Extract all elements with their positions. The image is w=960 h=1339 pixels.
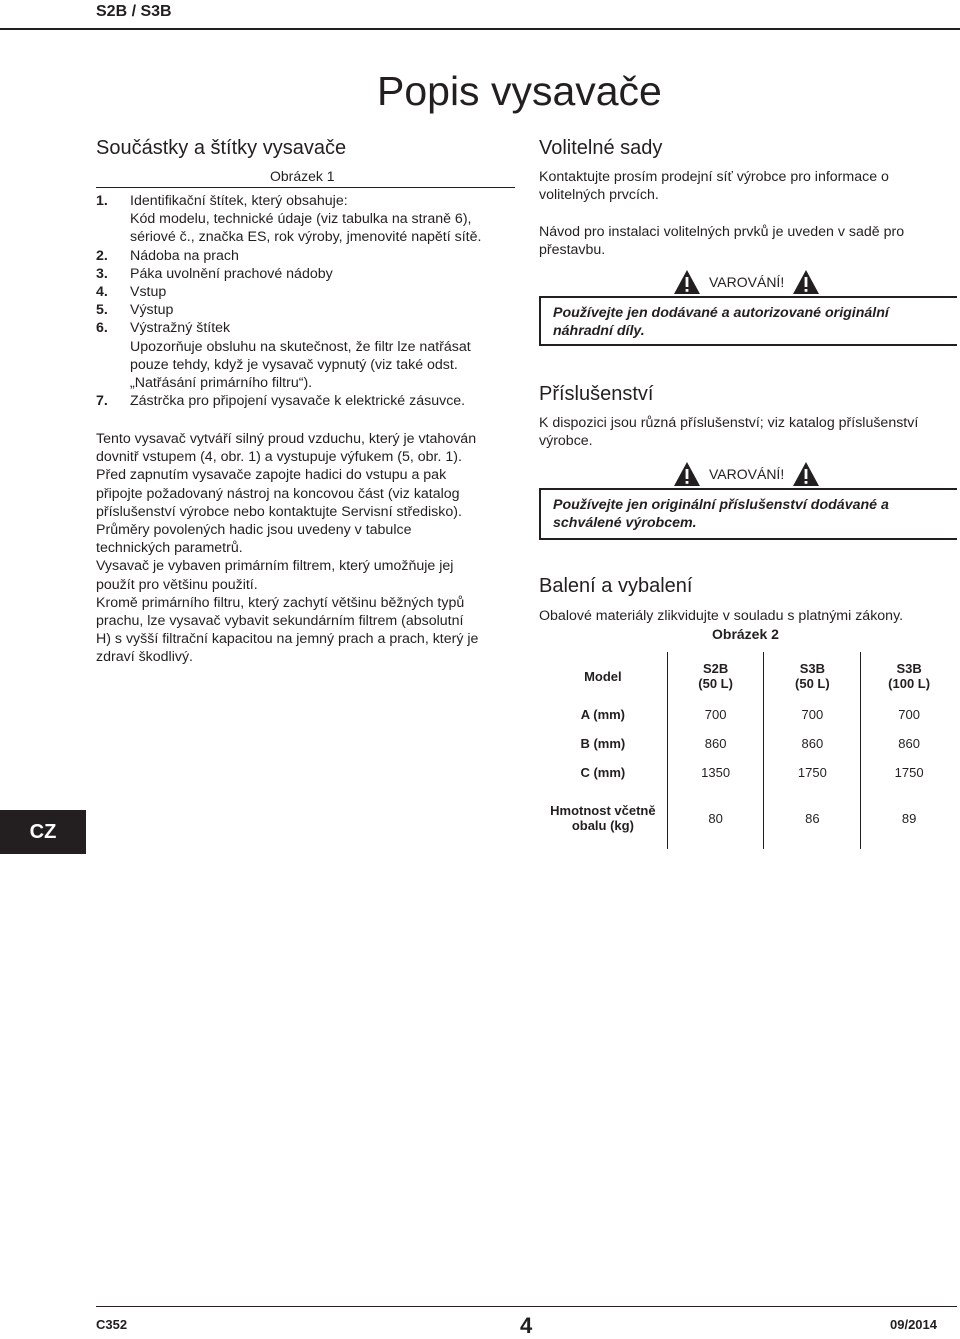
header-rule: [0, 28, 960, 30]
list-item-number: 7.: [96, 393, 108, 410]
table-row: [539, 758, 957, 787]
list-item-text: Zástrčka pro připojení vysavače k elektrické zásuvce.: [130, 393, 466, 410]
figure-1-label: Obrázek 1: [270, 168, 335, 184]
text-line: Vysavač je vybaven primárním filtrem, který umožňuje jej: [96, 558, 454, 575]
list-item: [96, 283, 516, 301]
text-line: zdraví škodlivý.: [96, 649, 193, 666]
table-cell: 700: [764, 700, 861, 729]
list-item: [96, 392, 516, 410]
section-title-components: Součástky a štítky vysavače: [96, 137, 347, 159]
table-cell: 860: [861, 729, 957, 758]
text-line: technických parametrů.: [96, 540, 243, 557]
packing-p1: Obalové materiály zlikvidujte v souladu s platnými zákony.: [539, 608, 904, 624]
language-tab: CZ: [0, 810, 86, 854]
description-text: [96, 430, 516, 667]
table-header-cell: Model: [584, 668, 622, 684]
table-cell: 89: [861, 787, 957, 849]
text-line: Tento vysavač vytváří silný proud vzduchu, který je vtahován: [96, 431, 477, 447]
text-line: Průměry povolených hadic jsou uvedeny v tabulce: [96, 522, 412, 539]
list-item: [96, 301, 516, 319]
table-row: [539, 700, 957, 729]
list-item-text: Vstup: [130, 284, 167, 301]
table-cell: 86: [764, 787, 861, 849]
section-title-optional-kits: Volitelné sady: [539, 137, 663, 159]
table-cell: 700: [861, 700, 957, 729]
warning-icon: [792, 269, 820, 295]
text-line: použít pro většinu použití.: [96, 576, 258, 593]
warning-heading-1: VAROVÁNÍ!: [673, 269, 820, 295]
table-cell: 1750: [764, 758, 861, 787]
list-item: [96, 192, 516, 247]
list-item: [96, 265, 516, 283]
text-line: Kromě primárního filtru, který zachytí většinu běžných typů: [96, 594, 465, 611]
figure-2-label: Obrázek 2: [712, 626, 779, 642]
warning-box-2: Používejte jen originální příslušenství dodávané a schválené výrobcem.: [539, 490, 957, 540]
figure-1-rule: [96, 187, 515, 188]
warning-heading-2: VAROVÁNÍ!: [673, 461, 820, 487]
warning-icon: [673, 461, 701, 487]
list-item-number: 6.: [96, 320, 108, 337]
text-line: H) s vyšší filtrační kapacitou na jemný prach a prach, který je: [96, 631, 479, 648]
table-header-row: [539, 652, 957, 700]
table-cell: Hmotnost včetně obalu (kg): [550, 803, 656, 833]
text-line: příslušenství výrobce nebo kontaktujte Servisní středisko).: [96, 503, 462, 520]
warning-box-1: Používejte jen dodávané a autorizované originální náhradní díly.: [539, 298, 957, 346]
table-cell: 1350: [667, 758, 764, 787]
optional-p2: Návod pro instalaci volitelných prvků je uveden v sadě pro přestavbu.: [539, 224, 905, 259]
page-number: 4: [520, 1313, 533, 1338]
list-item-text: Páka uvolnění prachové nádoby: [130, 265, 333, 282]
table-header-cell: S2B (50 L): [667, 652, 764, 700]
list-item-text: Výstup: [130, 302, 174, 319]
text-line: prachu, lze vysavač vybavit sekundárním filtrem (absolutní: [96, 613, 464, 630]
list-item-number: 5.: [96, 302, 108, 319]
spec-table: [539, 652, 957, 849]
list-item-number: 3.: [96, 265, 108, 282]
section-title-packing: Balení a vybalení: [539, 575, 693, 597]
list-item-number: 4.: [96, 284, 108, 301]
footer-rule: [96, 1306, 957, 1307]
table-cell: 80: [667, 787, 764, 849]
table-cell: 860: [764, 729, 861, 758]
warning-icon: [792, 461, 820, 487]
table-cell: A (mm): [580, 707, 626, 722]
section-title-accessories: Příslušenství: [539, 383, 654, 405]
list-item-number: 2.: [96, 247, 108, 264]
accessories-p1: K dispozici jsou různá příslušenství; viz katalog příslušenství výrobce.: [539, 415, 919, 450]
table-header-cell: S3B (100 L): [861, 652, 957, 700]
text-line: dovnitř vstupem (4, obr. 1) a vystupuje výfukem (5, obr. 1).: [96, 449, 462, 466]
table-row: [539, 729, 957, 758]
table-cell: C (mm): [580, 765, 626, 780]
list-item-text: Identifikační štítek, který obsahuje: Kód modelu, technické údaje (viz tabulka na straně 6), sériové č., značka ES, rok výroby, jmenovité napětí sítě.: [130, 193, 482, 246]
header-title: S2B / S3B: [96, 3, 172, 20]
footer-doc-code: C352: [96, 1317, 128, 1332]
table-cell: 700: [667, 700, 764, 729]
optional-p1: Kontaktujte prosím prodejní síť výrobce pro informace o volitelných prvcích.: [539, 169, 889, 204]
table-cell: 1750: [861, 758, 957, 787]
list-item-text: Nádoba na prach: [130, 247, 239, 264]
page-title: Popis vysavače: [377, 68, 662, 114]
footer-date: 09/2014: [890, 1317, 937, 1332]
text-line: Před zapnutím vysavače zapojte hadici do vstupu a pak: [96, 467, 447, 484]
list-item-text: Výstražný štítek Upozorňuje obsluhu na skutečnost, že filtr lze natřásat pouze tehdy, když je vysavač vypnutý (viz také odst. „Natřásání primárního filtru“).: [130, 320, 471, 392]
list-item-number: 1.: [96, 193, 108, 209]
table-row: [539, 787, 957, 849]
table-header-cell: S3B (50 L): [764, 652, 861, 700]
list-item: [96, 319, 516, 392]
warning-icon: [673, 269, 701, 295]
list-item: [96, 247, 516, 265]
text-line: připojte požadovaný nástroj na koncovou část (viz katalog: [96, 485, 460, 502]
table-cell: B (mm): [580, 736, 626, 751]
component-list: [96, 192, 516, 410]
table-cell: 860: [667, 729, 764, 758]
